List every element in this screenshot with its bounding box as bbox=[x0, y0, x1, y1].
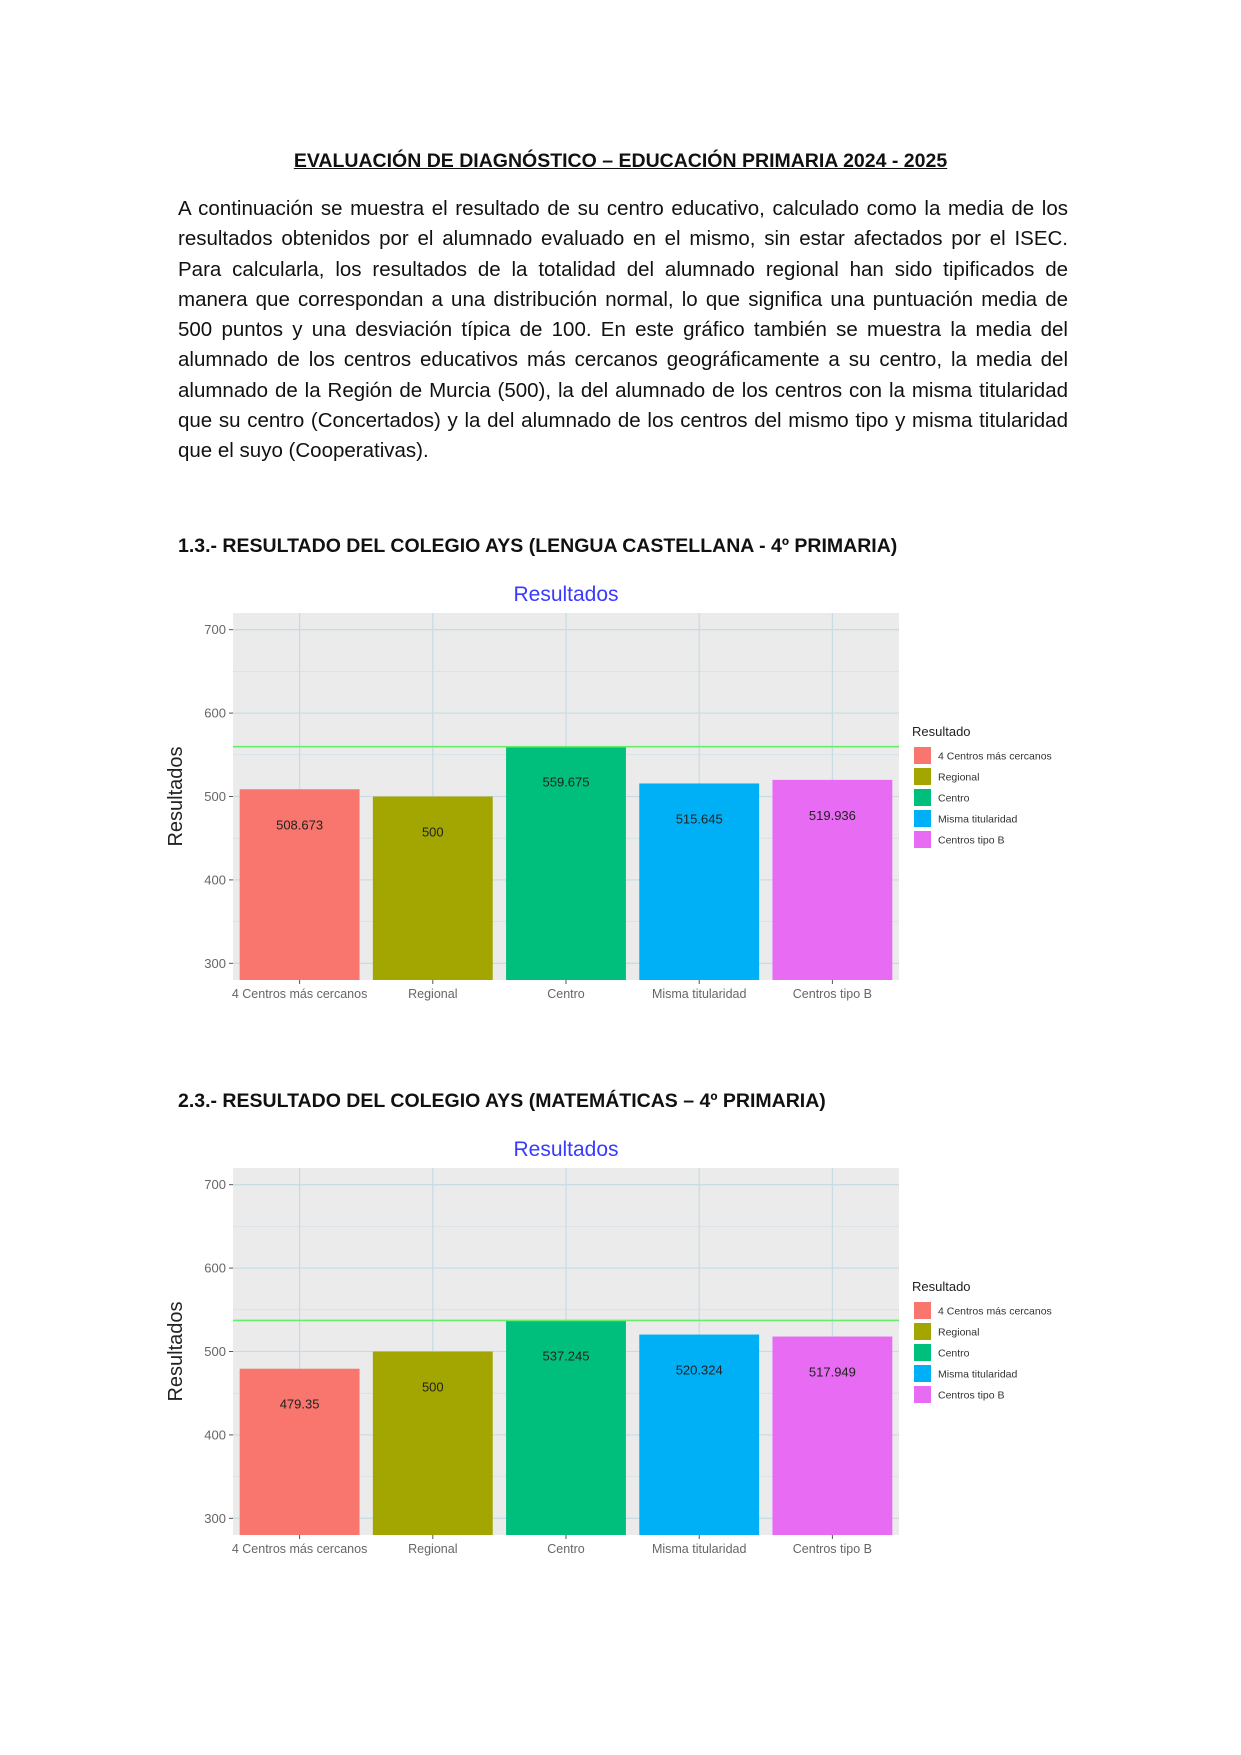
document-title: EVALUACIÓN DE DIAGNÓSTICO – EDUCACIÓN PRIMARIA 2024 - 2025 bbox=[293, 150, 948, 172]
bar-value-label: 559.675 bbox=[542, 774, 590, 790]
bar-value-label: 519.936 bbox=[808, 807, 856, 823]
bar-value-label: 500 bbox=[421, 1379, 444, 1395]
bar-value-label: 517.949 bbox=[808, 1364, 856, 1380]
x-tick-label: Centro bbox=[547, 987, 585, 1001]
y-tick-label: 600 bbox=[204, 705, 226, 721]
legend-swatch bbox=[914, 789, 931, 806]
x-tick-label: Regional bbox=[408, 1542, 458, 1556]
bar-value-label: 500 bbox=[421, 824, 444, 840]
intro-paragraph: A continuación se muestra el resultado de su centro educativo, calculado como la media de los resultados obtenidos por el alumnado evaluado en el mismo, sin estar afectados por el ISEC. Para calcularla, los resultados de la totalidad del alumnado regional han sido tipificados de manera que correspondan a una distribución normal, lo que significa una puntuación media de 500 puntos y una desviación típica de 100. En este gráfico también se muestra la media del alumnado de los centros educativos más cercanos geográficamente a su centro, la media del alumnado de la Región de Murcia (500), la del alumnado de los centros con la misma titularidad que su centro (Concertados) y la del alumnado de los centros del mismo tipo y misma titularidad que el suyo (Cooperativas). bbox=[178, 197, 1068, 463]
legend-label: Regional bbox=[938, 1326, 980, 1339]
legend-swatch bbox=[914, 810, 931, 827]
section-heading-lengua: 1.3.- RESULTADO DEL COLEGIO AYS (LENGUA CASTELLANA - 4º PRIMARIA) bbox=[178, 535, 898, 557]
legend-label: 4 Centros más cercanos bbox=[938, 1305, 1052, 1318]
bar bbox=[240, 1369, 360, 1535]
legend-swatch bbox=[914, 1302, 931, 1319]
x-tick-label: Regional bbox=[408, 987, 458, 1001]
bar-value-label: 479.35 bbox=[279, 1396, 320, 1412]
legend-title: Resultado bbox=[912, 1279, 971, 1294]
y-tick-label: 500 bbox=[204, 1344, 226, 1359]
legend-swatch bbox=[914, 1344, 931, 1361]
x-tick-label: Centros tipo B bbox=[792, 987, 873, 1001]
y-tick-label: 500 bbox=[204, 789, 226, 804]
y-tick-label: 300 bbox=[204, 955, 226, 971]
x-tick-label: Centros tipo B bbox=[792, 1542, 873, 1556]
y-axis-title: Resultados bbox=[165, 746, 187, 847]
chart-title: Resultados bbox=[513, 1138, 619, 1161]
chart-matematicas-svg bbox=[160, 1125, 1080, 1565]
legend-label: Centro bbox=[938, 792, 970, 805]
section-heading-matematicas: 2.3.- RESULTADO DEL COLEGIO AYS (MATEMÁTICAS – 4º PRIMARIA) bbox=[178, 1090, 826, 1112]
y-tick-label: 300 bbox=[204, 1510, 226, 1526]
legend-label: 4 Centros más cercanos bbox=[938, 750, 1052, 763]
y-tick-label: 600 bbox=[204, 1260, 226, 1276]
bar-value-label: 520.324 bbox=[675, 1362, 723, 1378]
legend-swatch bbox=[914, 831, 931, 848]
x-tick-label: 4 Centros más cercanos bbox=[231, 1542, 368, 1556]
y-tick-label: 700 bbox=[204, 622, 226, 638]
bar-value-label: 515.645 bbox=[675, 811, 723, 827]
legend-label: Centros tipo B bbox=[938, 834, 1005, 847]
legend-title: Resultado bbox=[912, 724, 971, 739]
legend-swatch bbox=[914, 1323, 931, 1340]
y-tick-label: 700 bbox=[204, 1177, 226, 1193]
y-axis-title: Resultados bbox=[165, 1301, 187, 1402]
legend-swatch bbox=[914, 768, 931, 785]
x-tick-label: Centro bbox=[547, 1542, 585, 1556]
legend-swatch bbox=[914, 1365, 931, 1382]
chart-lengua-svg bbox=[160, 570, 1080, 1010]
legend-swatch bbox=[914, 1386, 931, 1403]
legend-label: Misma titularidad bbox=[938, 813, 1018, 826]
chart-lengua bbox=[160, 570, 1080, 1010]
y-tick-label: 400 bbox=[204, 872, 226, 888]
chart-matematicas bbox=[160, 1125, 1080, 1565]
bar-value-label: 537.245 bbox=[542, 1348, 590, 1364]
legend-swatch bbox=[914, 747, 931, 764]
x-tick-label: 4 Centros más cercanos bbox=[231, 987, 368, 1001]
bar-value-label: 508.673 bbox=[276, 817, 324, 833]
x-tick-label: Misma titularidad bbox=[651, 1542, 747, 1556]
chart-title: Resultados bbox=[513, 583, 619, 606]
legend-label: Centro bbox=[938, 1347, 970, 1360]
legend-label: Regional bbox=[938, 771, 980, 784]
legend-label: Misma titularidad bbox=[938, 1368, 1018, 1381]
legend-label: Centros tipo B bbox=[938, 1389, 1005, 1402]
x-tick-label: Misma titularidad bbox=[651, 987, 747, 1001]
y-tick-label: 400 bbox=[204, 1427, 226, 1443]
